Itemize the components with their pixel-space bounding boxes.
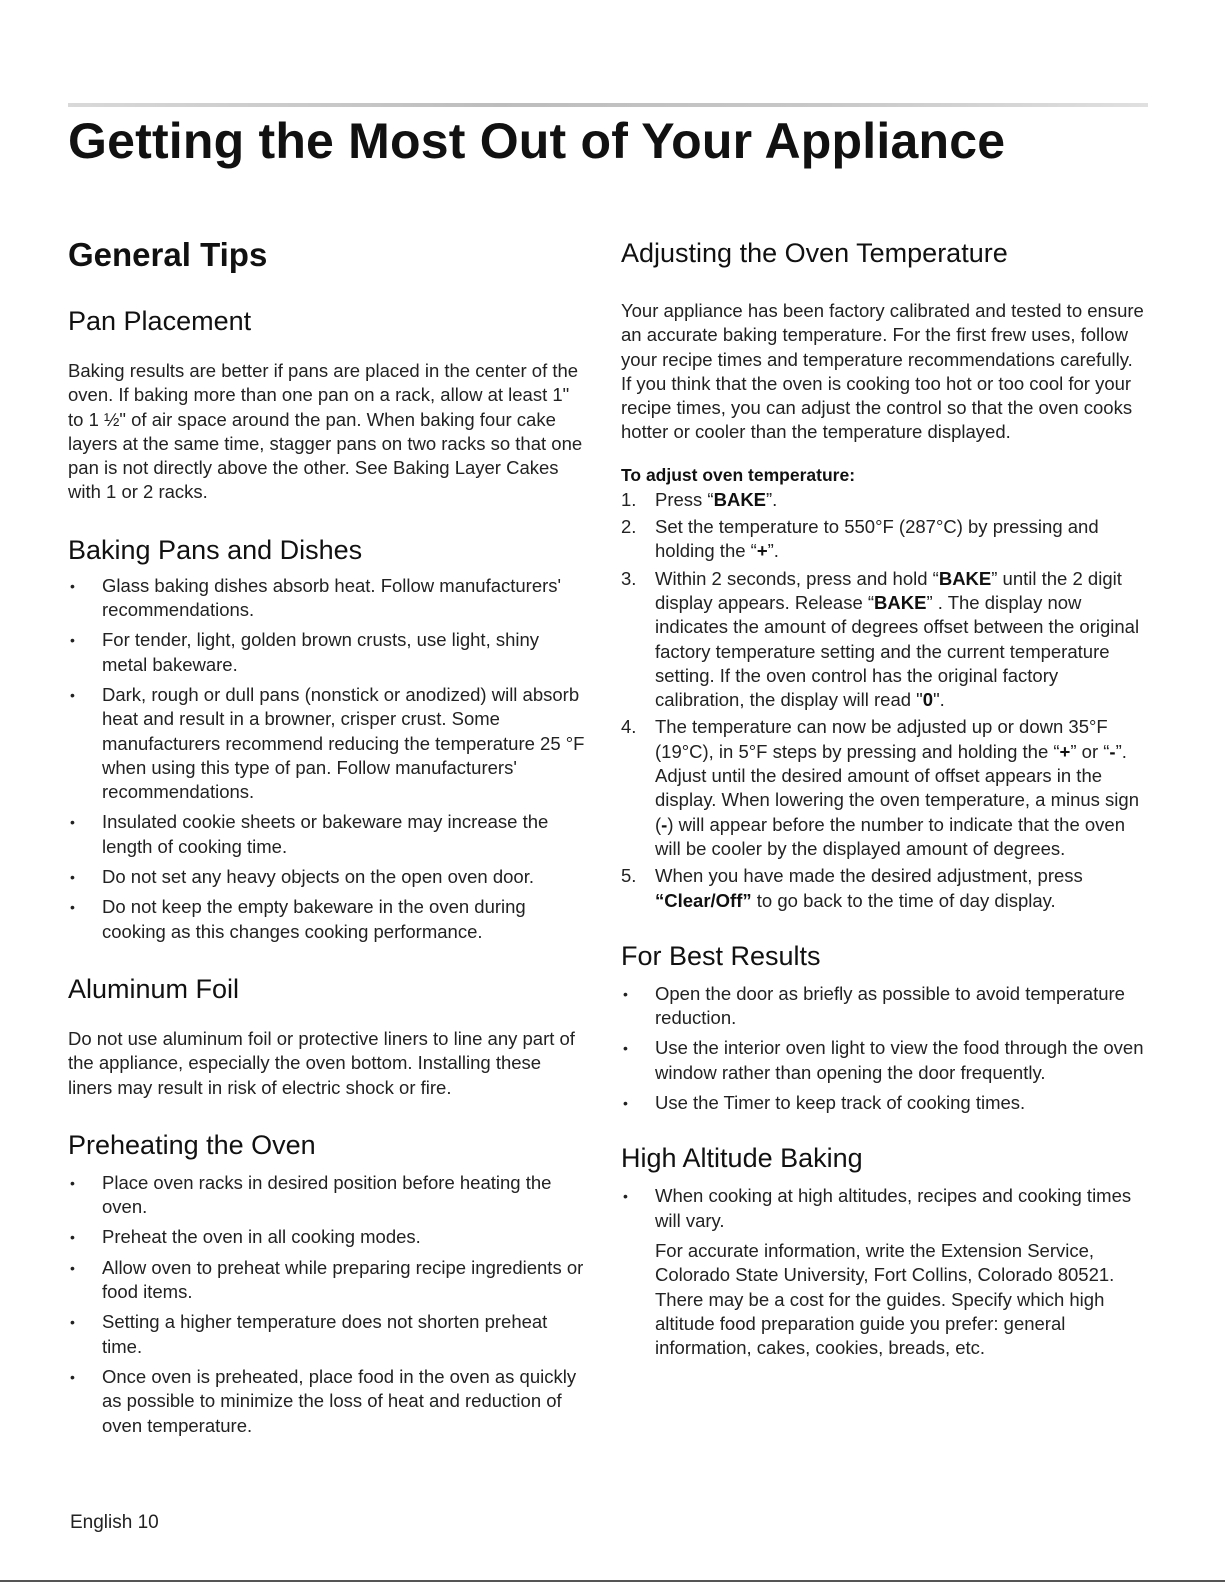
preheating-list <box>68 1171 588 1438</box>
step-item: 2. Set the temperature to 550°F (287°C) by pressing and holding the “+”. <box>621 516 1099 562</box>
list-item: • Once oven is preheated, place food in the oven as quickly as possible to minimize the loss of heat and reduction of oven temperature. <box>70 1365 577 1436</box>
baking-pans-list <box>68 574 588 944</box>
list-item: • Setting a higher temperature does not shorten preheat time. <box>70 1311 548 1357</box>
left-column <box>68 236 588 1444</box>
right-column <box>621 236 1146 1360</box>
list-item: • Do not keep the empty bakeware in the oven during cooking as this changes cooking performance. <box>70 896 526 942</box>
aluminum-foil-body: Do not use aluminum foil or protective liners to line any part of the appliance, especially the oven bottom. Installing these liners may result in risk of electric shock or fire. <box>68 1027 575 1098</box>
adjust-lead: To adjust oven temperature: <box>621 464 856 485</box>
page-footer: English 10 <box>70 1512 159 1533</box>
step-item: 5. When you have made the desired adjustment, press “Clear/Off” to go back to the time of day display. <box>621 865 1083 911</box>
list-item: • Dark, rough or dull pans (nonstick or anodized) will absorb heat and result in a browner, crisper crust. Some manufacturers recommend reducing the temperature 25 °F when using this type of pan. Follow manufacturers' recommendations. <box>70 683 585 803</box>
adjusting-body: Your appliance has been factory calibrated and tested to ensure an accurate baking temperature. For the first frew uses, follow your recipe times and temperature recommendations carefully. If you think that the oven is cooking too hot or too cool for your recipe times, you can adjust the control so that the oven cooks hotter or cooler than the temperature displayed. <box>621 300 1144 443</box>
best-results-heading: For Best Results <box>621 940 821 971</box>
high-altitude-list <box>621 1184 1146 1233</box>
list-item: • Insulated cookie sheets or bakeware may increase the length of cooking time. <box>70 811 549 857</box>
list-item: • For tender, light, golden brown crusts, use light, shiny metal bakeware. <box>70 629 540 675</box>
list-item: • Place oven racks in desired position before heating the oven. <box>70 1171 552 1218</box>
step-item: 4. The temperature can now be adjusted up or down 35°F (19°C), in 5°F steps by pressing and holding the “+” or “-”. Adjust until the desired amount of offset appears in the display. When lowering the oven temperature, a minus sign (-) will appear before the number to indicate that the oven will be cooler by the displayed amount of degrees. <box>621 716 1139 859</box>
baking-pans-heading: Baking Pans and Dishes <box>68 534 363 565</box>
step-item: 1. Press “BAKE”. <box>621 488 778 510</box>
preheating-heading: Preheating the Oven <box>68 1129 316 1160</box>
pan-placement-body: Baking results are better if pans are placed in the center of the oven. If baking more than one pan on a rack, allow at least 1" to 1 ½" of air space around the pan. When baking four cake layers at the same time, stagger pans on two racks so that one pan is not directly above the other. See Baking Layer Cakes with 1 or 2 racks. <box>68 360 583 503</box>
high-altitude-note: For accurate information, write the Extension Service, Colorado State University, Fort Collins, Colorado 80521. There may be a cost for the guides. Specify which high altitude food preparation guide you prefer: general information, cakes, cookies, breads, etc. <box>655 1239 1115 1359</box>
list-item: • Do not set any heavy objects on the open oven door. <box>70 866 534 888</box>
pan-placement-heading: Pan Placement <box>68 306 252 336</box>
list-item: • Glass baking dishes absorb heat. Follow manufacturers' recommendations. <box>70 574 562 621</box>
high-altitude-heading: High Altitude Baking <box>621 1143 863 1174</box>
list-item: • Allow oven to preheat while preparing recipe ingredients or food items. <box>70 1256 584 1303</box>
adjusting-heading: Adjusting the Oven Temperature <box>621 238 1008 268</box>
list-item: • Use the Timer to keep track of cooking times. <box>623 1092 1026 1114</box>
list-item: • When cooking at high altitudes, recipes and cooking times will vary. <box>623 1185 1132 1231</box>
adjust-steps <box>621 488 1146 913</box>
title-rule <box>68 103 1148 107</box>
page-title: Getting the Most Out of Your Appliance <box>68 113 1006 169</box>
list-item: • Preheat the oven in all cooking modes. <box>70 1226 421 1248</box>
bottom-rule <box>0 1580 1225 1582</box>
general-tips-heading: General Tips <box>68 236 268 273</box>
best-results-list <box>621 982 1146 1115</box>
step-item: 3. Within 2 seconds, press and hold “BAKE” until the 2 digit display appears. Release “BAKE” . The display now indicates the amount of degrees offset between the original factory temperature setting and the current temperature setting. If the oven control has the original factory calibration, the display will read "0". <box>621 567 1140 711</box>
aluminum-foil-heading: Aluminum Foil <box>68 973 240 1004</box>
list-item: • Open the door as briefly as possible to avoid temperature reduction. <box>623 982 1125 1029</box>
list-item: • Use the interior oven light to view the food through the oven window rather than opening the door frequently. <box>623 1037 1144 1083</box>
